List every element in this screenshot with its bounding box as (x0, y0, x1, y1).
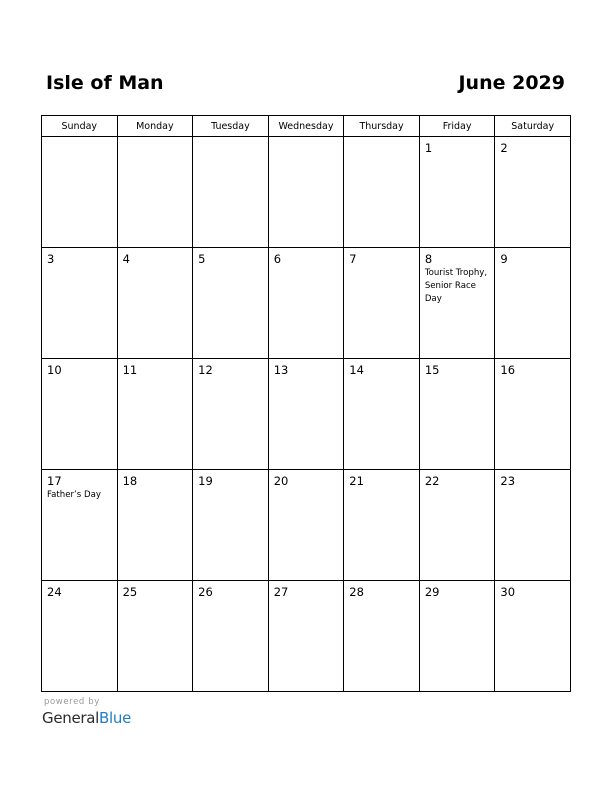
weekday-header: Saturday (495, 116, 571, 137)
day-number: 5 (198, 252, 206, 266)
day-number: 14 (349, 363, 364, 377)
weekday-header: Monday (117, 116, 193, 137)
day-number: 15 (424, 363, 440, 377)
weekday-header: Sunday (42, 116, 118, 137)
day-cell (419, 137, 495, 248)
day-cell (495, 470, 571, 581)
day-cell (268, 137, 344, 248)
day-number: 26 (198, 585, 213, 599)
day-cell (344, 581, 420, 692)
day-number: 12 (198, 363, 213, 377)
week-row (42, 581, 571, 692)
brand-name-part1: General (42, 709, 100, 727)
day-number: 10 (47, 363, 62, 377)
day-cell (268, 581, 344, 692)
day-number: 2 (500, 141, 508, 155)
day-number: 11 (122, 363, 138, 377)
day-cell (268, 359, 344, 470)
week-row (42, 248, 571, 359)
day-cell (419, 470, 495, 581)
day-number: 9 (500, 252, 508, 266)
day-cell (495, 248, 571, 359)
day-cell (117, 581, 193, 692)
weekday-header: Thursday (344, 116, 420, 137)
day-cell (117, 359, 193, 470)
day-number: 6 (273, 252, 282, 266)
day-number: 30 (500, 585, 516, 599)
day-cell (117, 137, 193, 248)
day-number: 24 (47, 585, 62, 599)
day-number: 21 (349, 474, 364, 488)
day-cell (495, 137, 571, 248)
day-number: 18 (122, 474, 138, 488)
day-cell (193, 248, 269, 359)
day-cell (495, 359, 571, 470)
day-cell (419, 581, 495, 692)
day-number: 20 (273, 474, 289, 488)
day-cell (193, 137, 269, 248)
day-cell (344, 470, 420, 581)
day-cell (268, 470, 344, 581)
day-number: 8 (424, 252, 433, 266)
weekday-header: Wednesday (268, 116, 344, 137)
day-cell (42, 470, 118, 581)
day-number: 16 (500, 363, 516, 377)
day-number: 17 (47, 474, 62, 488)
day-number: 25 (122, 585, 138, 599)
day-cell (419, 359, 495, 470)
brand-name-part2: Blue (99, 709, 132, 727)
day-cell (193, 581, 269, 692)
calendar-grid (41, 115, 571, 692)
day-cell (344, 359, 420, 470)
day-cell (42, 137, 118, 248)
day-cell (193, 359, 269, 470)
day-number: 29 (424, 585, 440, 599)
day-cell (495, 581, 571, 692)
event-label: Father’s Day (47, 490, 101, 500)
month-year-title: June 2029 (458, 72, 565, 94)
day-cell (344, 248, 420, 359)
day-cell (193, 470, 269, 581)
day-cell (117, 248, 193, 359)
day-number: 7 (349, 252, 357, 266)
powered-by-text: powered by (44, 697, 100, 707)
day-number: 19 (198, 474, 213, 488)
day-cell (268, 248, 344, 359)
day-number: 3 (47, 252, 55, 266)
weekday-header: Friday (419, 116, 495, 137)
region-title: Isle of Man (46, 72, 164, 94)
day-cell (42, 359, 118, 470)
day-number: 13 (273, 363, 289, 377)
weekday-header-row (42, 116, 571, 137)
event-label: Tourist Trophy, Senior Race Day (424, 268, 488, 304)
week-row (42, 137, 571, 248)
day-number: 22 (424, 474, 440, 488)
day-number: 1 (424, 141, 433, 155)
day-number: 23 (500, 474, 516, 488)
generalblue-logo[interactable] (42, 708, 131, 728)
day-cell (419, 248, 495, 359)
day-cell (344, 137, 420, 248)
day-cell (42, 248, 118, 359)
day-cell (42, 581, 118, 692)
week-row (42, 359, 571, 470)
week-row (42, 470, 571, 581)
weekday-header: Tuesday (193, 116, 269, 137)
day-number: 27 (273, 585, 289, 599)
day-number: 4 (122, 252, 130, 266)
day-cell (117, 470, 193, 581)
day-number: 28 (349, 585, 364, 599)
